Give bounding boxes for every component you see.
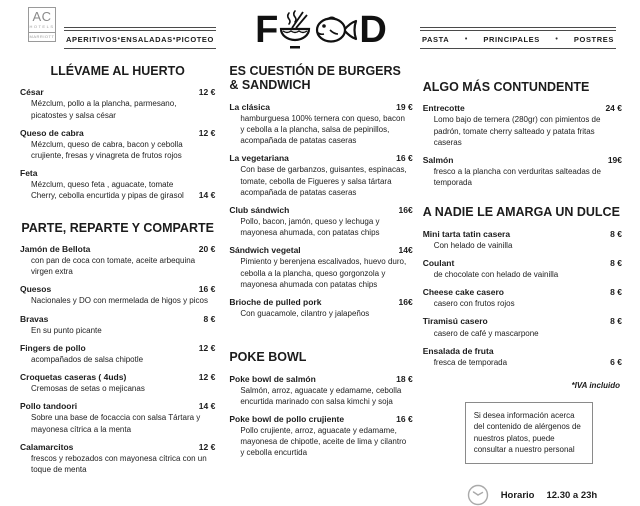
item-price: 14 € <box>198 189 216 200</box>
item-head <box>20 284 215 295</box>
item-price: 8 € <box>610 316 622 327</box>
menu-item <box>229 374 412 407</box>
item-description-row <box>20 453 215 475</box>
menu-item <box>423 258 622 280</box>
menu-item <box>20 87 215 120</box>
menu-item <box>229 297 412 319</box>
item-description-row <box>229 216 412 238</box>
item-head <box>423 155 622 166</box>
item-description-row <box>20 383 215 394</box>
menu-item <box>20 314 215 336</box>
item-description-row <box>229 425 412 459</box>
item-description-row <box>423 328 622 339</box>
item-name: Tiramisú casero <box>422 316 488 327</box>
item-description: fresco a la plancha con verduritas salteadas de temporada <box>433 167 601 188</box>
item-name: Feta <box>20 168 38 179</box>
item-name: Mini tarta tatin casera <box>422 228 511 239</box>
item-price: 12 € <box>198 87 216 98</box>
menu-column-right <box>422 56 622 501</box>
menu-item <box>423 155 622 188</box>
brand-logo-hotels: HOTELS <box>29 24 55 29</box>
section-title: POKE BOWL <box>229 350 307 365</box>
menu-item <box>229 102 412 147</box>
item-description: Sobre una base de focaccia con salsa Tártara y mayonesa cítrica a la menta <box>31 413 201 434</box>
clock-icon <box>467 484 489 506</box>
item-price: 14€ <box>398 245 413 256</box>
nav-left <box>64 27 216 49</box>
item-description: fresca de temporada <box>433 357 508 367</box>
nav-item-pasta: PASTA <box>422 35 450 44</box>
item-head <box>423 346 622 357</box>
item-head <box>229 245 412 256</box>
item-name: Salmón <box>422 154 454 165</box>
menu-item <box>423 229 622 251</box>
item-head <box>20 372 215 383</box>
item-price: 8 € <box>610 287 622 298</box>
item-description: casero con frutos rojos <box>433 299 515 309</box>
item-price: 8 € <box>610 228 622 239</box>
item-name: Bravas <box>20 313 49 324</box>
item-price: 8 € <box>610 258 622 269</box>
item-price: 8 € <box>203 313 216 324</box>
item-description: Con guacamole, cilantro y jalapeños <box>240 309 370 319</box>
item-description-row <box>20 98 215 120</box>
nav-right-top-rule <box>420 27 616 28</box>
item-head <box>423 229 622 240</box>
item-name: Sándwich vegetal <box>229 245 301 256</box>
item-head <box>229 374 412 385</box>
item-description-row <box>20 325 215 336</box>
item-price: 24 € <box>605 103 622 114</box>
item-price: 12 € <box>198 441 216 452</box>
schedule-value: 12.30 a 23h <box>546 489 598 501</box>
menu-section <box>20 209 215 476</box>
item-description-row <box>423 298 622 309</box>
item-price: 6 € <box>610 356 622 367</box>
brand-logo-ac: AC <box>32 9 52 24</box>
item-head <box>20 343 215 354</box>
item-name: La clásica <box>229 101 270 112</box>
item-description-row <box>229 164 412 198</box>
item-description: Lomo bajo de ternera (280gr) con pimientos de padrón, tomate cherry salteado y patata fritas caseras <box>433 115 601 147</box>
item-head <box>20 401 215 412</box>
item-price: 19 € <box>396 101 413 112</box>
allergen-note: Si desea información acerca del contenido de alérgenos de nuestros platos, puede consultar a nuestro personal <box>473 410 581 455</box>
menu-item <box>20 442 215 475</box>
item-head <box>20 87 215 98</box>
item-name: Calamarcitos <box>20 441 74 452</box>
item-description-row <box>423 166 622 188</box>
item-head <box>423 258 622 269</box>
nav-separator: • <box>464 36 468 43</box>
item-description-row <box>229 308 412 319</box>
item-head <box>229 414 412 425</box>
item-price: 12 € <box>198 342 216 353</box>
item-description-row <box>20 255 215 277</box>
nav-separator: • <box>117 36 121 43</box>
item-price: 12 € <box>198 127 216 138</box>
menu-item <box>229 205 412 238</box>
item-description: casero de café y mascarpone <box>433 328 539 338</box>
item-price: 20 € <box>198 244 216 255</box>
item-price: 18 € <box>396 373 413 384</box>
item-head <box>20 442 215 453</box>
item-description-row <box>229 256 412 290</box>
item-name: Brioche de pulled pork <box>229 297 322 307</box>
item-description-row <box>20 354 215 365</box>
menu-item <box>20 168 215 201</box>
item-price: 16 € <box>396 153 413 164</box>
menu-item <box>20 128 215 161</box>
item-price: 14 € <box>198 401 216 412</box>
fish-icon <box>314 13 358 47</box>
item-description-row <box>229 113 412 147</box>
section-title: A NADIE LE AMARGA UN DULCE <box>422 205 620 220</box>
item-description: frescos y rebozados con mayonesa cítrica con un toque de menta <box>31 453 207 475</box>
item-description: con pan de coca con tomate, aceite arbequina virgen extra <box>31 256 196 277</box>
item-description-row <box>229 385 412 407</box>
item-description: En su punto picante <box>31 325 102 335</box>
item-description: Mézclum, queso de cabra, bacon y cebolla crujiente, fresas y vinagreta de frutos rojos <box>31 139 183 161</box>
nav-item-postres: POSTRES <box>573 35 614 44</box>
item-name: Fingers de pollo <box>20 342 86 353</box>
item-name: Coulant <box>422 258 455 269</box>
menu-item <box>423 287 622 309</box>
ramen-bowl-icon <box>277 10 313 50</box>
menu-section <box>20 56 215 202</box>
item-head <box>229 205 412 216</box>
item-description: Con helado de vainilla <box>433 240 513 250</box>
menu-section <box>229 326 412 458</box>
nav-separator: • <box>172 36 176 43</box>
food-letter-f: F <box>255 9 277 51</box>
item-description-row <box>423 357 622 369</box>
item-head <box>20 314 215 325</box>
item-name: Poke bowl de pollo crujiente <box>229 414 345 425</box>
menu-columns <box>20 56 622 501</box>
nav-separator: • <box>555 36 559 43</box>
item-head <box>20 128 215 139</box>
nav-item-aperitivos: APERITIVOS <box>66 35 118 44</box>
nav-right <box>420 27 616 49</box>
menu-item <box>229 153 412 198</box>
nav-item-principales: PRINCIPALES <box>483 35 540 44</box>
menu-section <box>423 56 622 188</box>
item-price: 19€ <box>607 154 622 165</box>
item-head <box>229 102 412 113</box>
item-head <box>20 168 215 179</box>
item-description: Con base de garbanzos, guisantes, espinacas, tomate, cebolla de Figueres y salsa tártara acompañada de patatas caseras <box>240 165 407 197</box>
menu-item <box>20 284 215 306</box>
brand-logo-marriott: MARRIOTT <box>29 34 55 39</box>
menu-item <box>423 103 622 148</box>
item-head <box>423 103 622 114</box>
section-title: PARTE, REPARTE Y COMPARTE <box>21 220 214 235</box>
menu-item <box>20 343 215 365</box>
item-price: 12 € <box>198 372 216 383</box>
item-name: Poke bowl de salmón <box>229 373 316 384</box>
item-description: Cremosas de setas o mejicanas <box>31 384 145 394</box>
item-description: hamburguesa 100% ternera con queso, bacon y cebolla a la plancha, salsa de pepinillos, acompañada de patatas caseras <box>240 113 405 146</box>
section-title: LLÉVAME AL HUERTO <box>50 64 185 78</box>
item-description: Mézclum, queso feta , aguacate, tomate Cherry, cebolla encurtida y pipas de girasol <box>31 180 184 201</box>
allergen-note-box <box>465 402 593 464</box>
item-name: Entrecotte <box>422 103 465 114</box>
item-description-row <box>423 240 622 251</box>
item-description: Pimiento y berenjena escalivados, huevo duro, cebolla a la plancha, queso gorgonzola y mayonesa ahumada con patatas chips <box>240 257 407 289</box>
nav-left-top-rule <box>64 27 216 28</box>
nav-item-picoteo: PICOTEO <box>176 35 214 44</box>
item-description: Salmón, arroz, aguacate y edamame, cebolla encurtida marinado con salsa kimchi y soja <box>240 385 402 406</box>
menu-column-middle <box>229 56 413 458</box>
menu-item <box>20 244 215 277</box>
item-description-row <box>423 114 622 148</box>
brand-logo <box>28 7 56 42</box>
item-description: de chocolate con helado de vainilla <box>433 270 559 280</box>
item-price: 16 € <box>396 414 413 425</box>
menu-item <box>423 316 622 338</box>
menu-item <box>229 245 412 290</box>
item-description-row <box>20 412 215 434</box>
item-head <box>423 287 622 298</box>
item-description-row <box>20 139 215 161</box>
iva-note: *IVA incluido <box>571 380 620 390</box>
nav-item-ensaladas: ENSALADAS <box>120 35 173 44</box>
item-name: Quesos <box>20 284 52 295</box>
section-title: ALGO MÁS CONTUNDENTE <box>422 80 590 94</box>
menu-section <box>229 56 412 319</box>
item-name: La vegetariana <box>229 153 289 164</box>
item-price: 16€ <box>398 297 413 307</box>
item-description: Pollo, bacon, jamón, queso y lechuga y mayonesa ahumada, con patatas chips <box>240 217 380 238</box>
item-name: Croquetas caseras ( 4uds) <box>20 372 127 383</box>
item-name: Ensalada de fruta <box>422 345 494 356</box>
item-name: Jamón de Bellota <box>20 244 91 255</box>
item-description: Nacionales y DO con mermelada de higos y picos <box>31 296 208 306</box>
menu-section <box>423 195 622 368</box>
item-price: 16 € <box>198 284 216 295</box>
menu-column-left <box>20 56 216 475</box>
item-head <box>423 316 622 327</box>
item-description-row <box>20 295 215 306</box>
section-title: ES CUESTIÓN DE BURGERS & SANDWICH <box>229 64 401 93</box>
item-name: Pollo tandoori <box>20 401 78 412</box>
item-name: Cheese cake casero <box>422 287 504 298</box>
schedule-label: Horario <box>500 489 535 501</box>
menu-item <box>20 372 215 394</box>
item-description: Pollo crujiente, arroz, aguacate y edamame, mayonesa de chipotle, aceite de lima y cilantro y cebolla encurtida <box>240 426 407 458</box>
menu-item <box>423 346 622 369</box>
food-letter-d: D <box>359 9 385 51</box>
item-description: Mézclum, pollo a la plancha, parmesano, picatostes y salsa césar <box>31 99 177 120</box>
item-description: acompañados de salsa chipotle <box>31 354 144 364</box>
menu-item <box>20 401 215 434</box>
item-description-row <box>423 269 622 280</box>
item-name: Queso de cabra <box>20 127 84 138</box>
item-name: Club sándwich <box>229 204 290 215</box>
item-price: 16€ <box>398 204 413 215</box>
schedule-row <box>467 484 622 506</box>
item-name: César <box>20 87 44 98</box>
item-description-row <box>20 179 215 201</box>
food-logo <box>240 4 400 56</box>
item-head <box>229 297 412 308</box>
item-head <box>229 153 412 164</box>
item-head <box>20 244 215 255</box>
